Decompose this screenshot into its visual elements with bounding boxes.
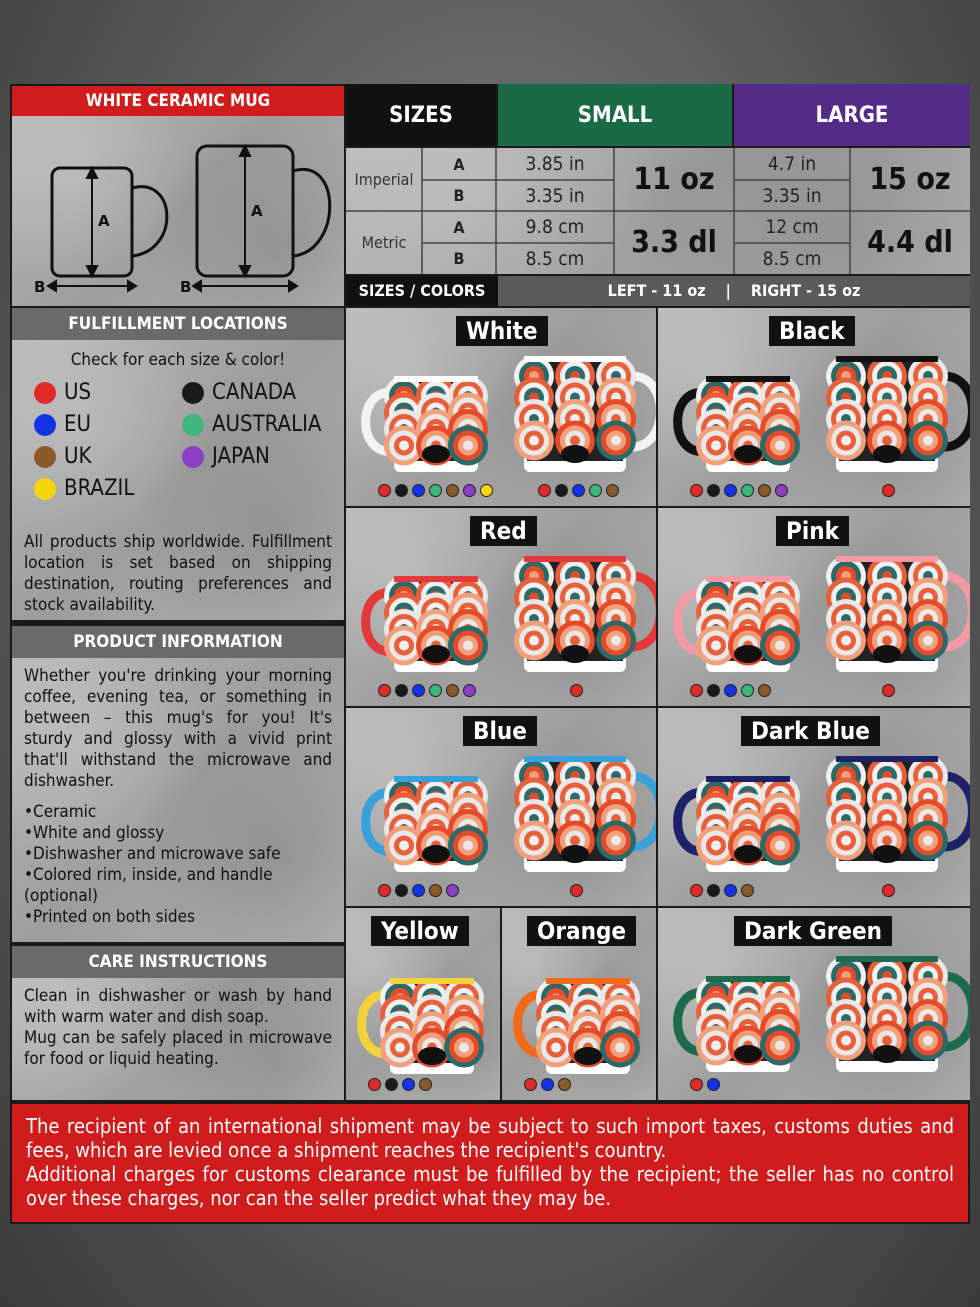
small-imp-a: 3.85 in	[525, 153, 585, 175]
right-availability-dots	[536, 482, 621, 501]
fulfillment-header: FULFILLMENT LOCATIONS	[12, 308, 344, 340]
availability-dot-icon	[570, 884, 583, 897]
availability-dot-icon	[378, 684, 391, 697]
metric-label: Metric	[361, 233, 407, 252]
availability-dot-icon	[707, 1078, 720, 1091]
availability-dot-icon	[395, 884, 408, 897]
location-dot-icon	[182, 382, 204, 404]
availability-dot-icon	[446, 484, 459, 497]
availability-dot-icon	[882, 684, 895, 697]
availability-dot-icon	[690, 884, 703, 897]
availability-dot-icon	[446, 884, 459, 897]
availability-dot-icon	[378, 884, 391, 897]
size-table	[346, 148, 970, 274]
fulfillment-panel	[12, 340, 344, 620]
availability-dot-icon	[463, 684, 476, 697]
location-list	[12, 380, 344, 520]
color-name-label: White	[456, 316, 548, 346]
location-name: US	[64, 380, 92, 405]
availability-dot-icon	[480, 484, 493, 497]
sizes-colors-note: LEFT - 11 oz | RIGHT - 15 oz	[498, 276, 970, 306]
product-sheet	[10, 84, 970, 1224]
availability-dot-icon	[724, 884, 737, 897]
location-japan	[182, 444, 270, 469]
color-card-pink	[658, 508, 970, 706]
right-availability-dots	[880, 682, 897, 701]
large-imp-a: 4.7 in	[767, 153, 817, 175]
availability-dot-icon	[555, 484, 568, 497]
availability-dot-icon	[541, 1078, 554, 1091]
availability-dot-icon	[558, 1078, 571, 1091]
availability-dot-icon	[707, 684, 720, 697]
availability-dot-icon	[775, 484, 788, 497]
left-availability-dots	[376, 682, 478, 701]
location-dot-icon	[34, 478, 56, 500]
availability-dot-icon	[385, 1078, 398, 1091]
color-grid	[346, 308, 970, 1100]
product-bullet: •Ceramic	[24, 802, 97, 822]
color-card-yellow	[346, 908, 500, 1100]
availability-dot-icon	[412, 484, 425, 497]
left-availability-dots	[522, 1076, 573, 1095]
dim-a-large: A	[251, 202, 263, 220]
notice-line-2: Additional charges for customs clearance must be fulfilled by the recipient; the seller has no control over these charges, nor can the seller predict what they may be.	[26, 1162, 954, 1210]
customs-notice	[12, 1104, 968, 1222]
availability-dot-icon	[524, 1078, 537, 1091]
location-name: EU	[64, 412, 91, 437]
location-eu	[34, 412, 91, 437]
availability-dot-icon	[707, 884, 720, 897]
availability-dot-icon	[606, 484, 619, 497]
shipping-note: All products ship worldwide. Fulfillment location is set based on shipping destination, routing preferences and stock availability.	[24, 532, 332, 615]
right-availability-dots	[880, 882, 897, 901]
availability-dot-icon	[741, 684, 754, 697]
color-name-label: Red	[470, 516, 537, 546]
small-met-volume: 3.3 dl	[631, 225, 717, 260]
location-dot-icon	[182, 446, 204, 468]
availability-dot-icon	[690, 484, 703, 497]
availability-dot-icon	[758, 684, 771, 697]
large-met-b: 8.5 cm	[762, 247, 822, 270]
location-canada	[182, 380, 296, 405]
availability-dot-icon	[368, 1078, 381, 1091]
met-a-label: A	[453, 217, 465, 237]
small-imp-volume: 11 oz	[633, 162, 715, 197]
location-australia	[182, 412, 321, 437]
availability-dot-icon	[882, 484, 895, 497]
color-name-label: Blue	[463, 716, 537, 746]
location-name: UK	[64, 444, 92, 469]
color-card-dark-blue	[658, 708, 970, 906]
left-availability-dots	[366, 1076, 434, 1095]
mug-header: WHITE CERAMIC MUG	[12, 86, 344, 116]
availability-dot-icon	[724, 684, 737, 697]
color-name-label: Yellow	[371, 916, 469, 946]
left-availability-dots	[688, 682, 773, 701]
right-availability-dots	[568, 682, 585, 701]
location-name: AUSTRALIA	[212, 412, 322, 437]
sizes-colors-label: SIZES / COLORS	[346, 276, 498, 306]
mug-diagram	[12, 116, 344, 306]
location-uk	[34, 444, 91, 469]
notice-line-1: The recipient of an international shipment may be subject to such import taxes, customs duties and fees, which are levied once a shipment reaches the recipient's country.	[26, 1114, 954, 1162]
product-bullet: •Colored rim, inside, and handle (optional)	[24, 865, 273, 906]
large-imp-b: 3.35 in	[762, 184, 822, 207]
location-dot-icon	[34, 414, 56, 436]
dim-b-small: B	[34, 278, 46, 296]
availability-dot-icon	[395, 684, 408, 697]
color-card-red	[346, 508, 656, 706]
large-header: LARGE	[734, 84, 970, 146]
availability-dot-icon	[538, 484, 551, 497]
imperial-label: Imperial	[354, 170, 414, 189]
color-card-blue	[346, 708, 656, 906]
color-name-label: Dark Blue	[741, 716, 880, 746]
availability-dot-icon	[572, 484, 585, 497]
left-availability-dots	[688, 482, 790, 501]
dim-a-small: A	[98, 212, 110, 230]
large-met-volume: 4.4 dl	[867, 225, 953, 260]
care-text-1: Clean in dishwasher or wash by hand with warm water and dish soap.	[24, 986, 332, 1027]
location-dot-icon	[182, 414, 204, 436]
availability-dot-icon	[690, 684, 703, 697]
location-name: BRAZIL	[64, 476, 135, 501]
imp-b-label: B	[453, 186, 465, 205]
location-brazil	[34, 476, 134, 501]
availability-dot-icon	[570, 684, 583, 697]
availability-dot-icon	[446, 684, 459, 697]
product-panel	[12, 658, 344, 942]
location-name: JAPAN	[212, 444, 270, 469]
left-availability-dots	[688, 1076, 722, 1095]
small-imp-b: 3.35 in	[525, 184, 585, 207]
product-description: Whether you're drinking your morning coffee, evening tea, or something in between – this mug's for you! It's sturdy and glossy with a vivid print that'll withstand the microwave and dishwasher.	[24, 666, 332, 791]
color-name-label: Orange	[527, 916, 636, 946]
availability-dot-icon	[429, 484, 442, 497]
availability-dot-icon	[429, 884, 442, 897]
met-b-label: B	[453, 249, 465, 268]
availability-dot-icon	[412, 684, 425, 697]
color-card-black	[658, 308, 970, 506]
color-name-label: Black	[769, 316, 855, 346]
availability-dot-icon	[758, 484, 771, 497]
availability-dot-icon	[741, 884, 754, 897]
availability-dot-icon	[378, 484, 391, 497]
left-availability-dots	[688, 882, 756, 901]
color-card-white	[346, 308, 656, 506]
dim-b-large: B	[180, 278, 192, 296]
availability-dot-icon	[589, 484, 602, 497]
color-card-orange	[502, 908, 656, 1100]
product-bullet: •Printed on both sides	[24, 907, 195, 927]
right-availability-dots	[568, 882, 585, 901]
product-bullets	[24, 802, 332, 928]
availability-dot-icon	[402, 1078, 415, 1091]
availability-dot-icon	[412, 884, 425, 897]
color-name-label: Dark Green	[734, 916, 892, 946]
availability-dot-icon	[882, 884, 895, 897]
large-imp-volume: 15 oz	[869, 162, 951, 197]
availability-dot-icon	[707, 484, 720, 497]
right-availability-dots	[880, 482, 897, 501]
product-header: PRODUCT INFORMATION	[12, 626, 344, 658]
availability-dot-icon	[724, 484, 737, 497]
small-met-b: 8.5 cm	[525, 247, 585, 270]
availability-dot-icon	[741, 484, 754, 497]
left-availability-dots	[376, 882, 461, 901]
color-name-label: Pink	[776, 516, 849, 546]
imp-a-label: A	[453, 154, 465, 174]
location-us	[34, 380, 91, 405]
location-dot-icon	[34, 382, 56, 404]
mug-dimension-diagram	[12, 116, 344, 306]
location-name: CANADA	[212, 380, 297, 405]
care-text-2: Mug can be safely placed in microwave for food or liquid heating.	[24, 1028, 332, 1069]
fulfillment-subtitle: Check for each size & color!	[70, 350, 286, 370]
care-panel	[12, 978, 344, 1100]
small-met-a: 9.8 cm	[525, 216, 585, 238]
left-availability-dots	[376, 482, 495, 501]
availability-dot-icon	[463, 484, 476, 497]
product-bullet: •Dishwasher and microwave safe	[24, 844, 281, 864]
location-dot-icon	[34, 446, 56, 468]
color-card-dark-green	[658, 908, 970, 1100]
availability-dot-icon	[690, 1078, 703, 1091]
care-header: CARE INSTRUCTIONS	[12, 946, 344, 978]
availability-dot-icon	[419, 1078, 432, 1091]
product-bullet: •White and glossy	[24, 823, 165, 843]
large-met-a: 12 cm	[765, 216, 819, 238]
availability-dot-icon	[429, 684, 442, 697]
availability-dot-icon	[395, 484, 408, 497]
small-header: SMALL	[498, 84, 732, 146]
sizes-header: SIZES	[346, 84, 496, 146]
